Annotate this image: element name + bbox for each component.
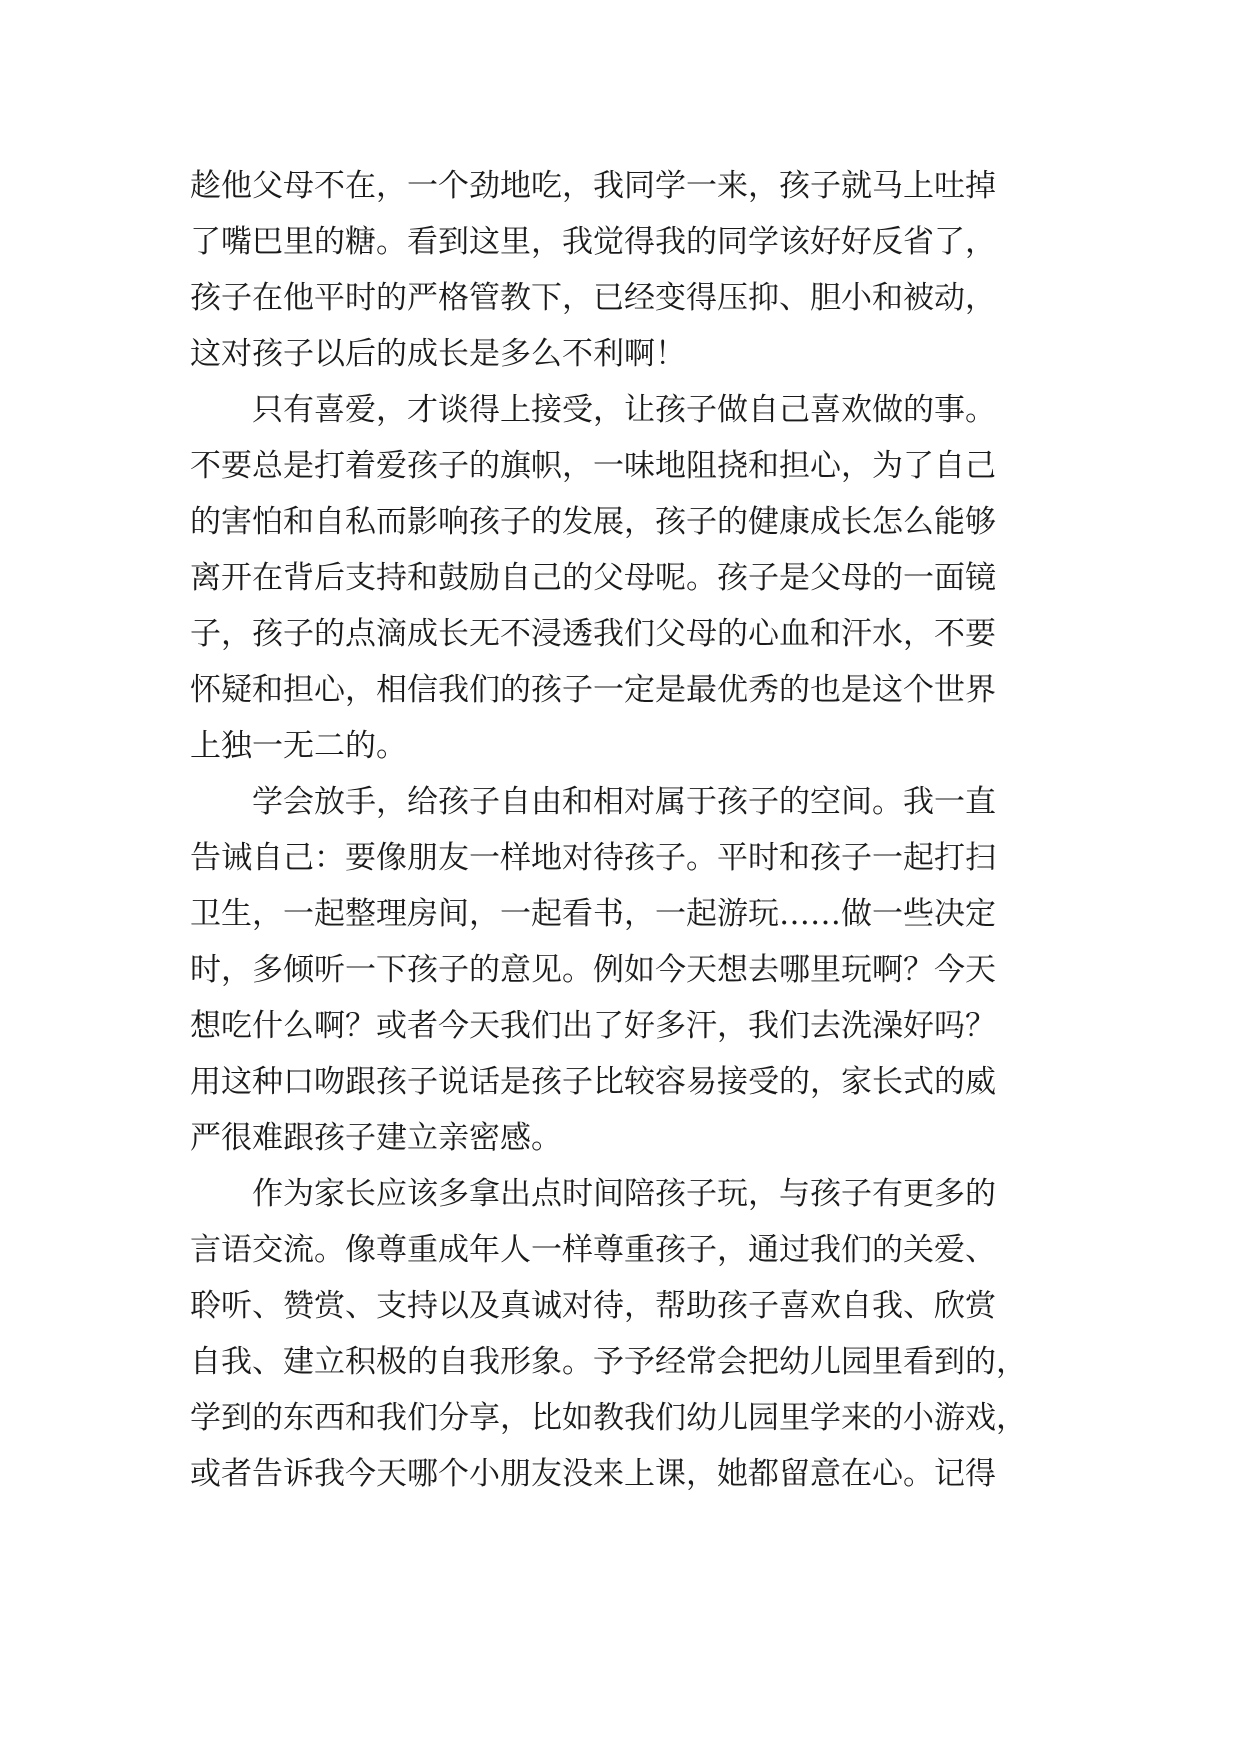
text-line: 的害怕和自私而影响孩子的发展，孩子的健康成长怎么能够: [190, 504, 996, 540]
text-line: 子，孩子的点滴成长无不浸透我们父母的心血和汗水，不要: [190, 616, 996, 652]
document-body: [190, 158, 1060, 1502]
text-line: 孩子在他平时的严格管教下，已经变得压抑、胆小和被动，: [190, 280, 996, 316]
text-line: 离开在背后支持和鼓励自己的父母呢。孩子是父母的一面镜: [190, 560, 996, 596]
text-line: 作为家长应该多拿出点时间陪孩子玩，与孩子有更多的: [190, 1176, 996, 1212]
text-line: 聆听、赞赏、支持以及真诚对待，帮助孩子喜欢自我、欣赏: [190, 1288, 996, 1324]
text-line: 这对孩子以后的成长是多么不利啊！: [190, 336, 686, 372]
text-line: 用这种口吻跟孩子说话是孩子比较容易接受的，家长式的威: [190, 1064, 996, 1100]
text-line: 告诫自己：要像朋友一样地对待孩子。平时和孩子一起打扫: [190, 840, 996, 876]
text-line: 上独一无二的。: [190, 728, 407, 764]
text-line: 了嘴巴里的糖。看到这里，我觉得我的同学该好好反省了，: [190, 224, 996, 260]
text-line: 时，多倾听一下孩子的意见。例如今天想去哪里玩啊？今天: [190, 952, 996, 988]
text-line: 怀疑和担心，相信我们的孩子一定是最优秀的也是这个世界: [190, 672, 996, 708]
text-line: 卫生，一起整理房间，一起看书，一起游玩……做一些决定: [190, 896, 996, 932]
text-line: 言语交流。像尊重成年人一样尊重孩子，通过我们的关爱、: [190, 1232, 996, 1268]
text-line: 想吃什么啊？或者今天我们出了好多汗，我们去洗澡好吗？: [190, 1008, 996, 1044]
text-line: 不要总是打着爱孩子的旗帜，一味地阻挠和担心，为了自己: [190, 448, 996, 484]
text-line: 或者告诉我今天哪个小朋友没来上课，她都留意在心。记得: [190, 1456, 996, 1492]
text-line: 趁他父母不在，一个劲地吃，我同学一来，孩子就马上吐掉: [190, 168, 996, 204]
text-line: 自我、建立积极的自我形象。予予经常会把幼儿园里看到的，: [190, 1344, 1027, 1380]
text-line: 学到的东西和我们分享，比如教我们幼儿园里学来的小游戏，: [190, 1400, 1027, 1436]
text-line: 学会放手，给孩子自由和相对属于孩子的空间。我一直: [190, 784, 996, 820]
text-line: 只有喜爱，才谈得上接受，让孩子做自己喜欢做的事。: [190, 392, 996, 428]
text-line: 严很难跟孩子建立亲密感。: [190, 1120, 562, 1156]
